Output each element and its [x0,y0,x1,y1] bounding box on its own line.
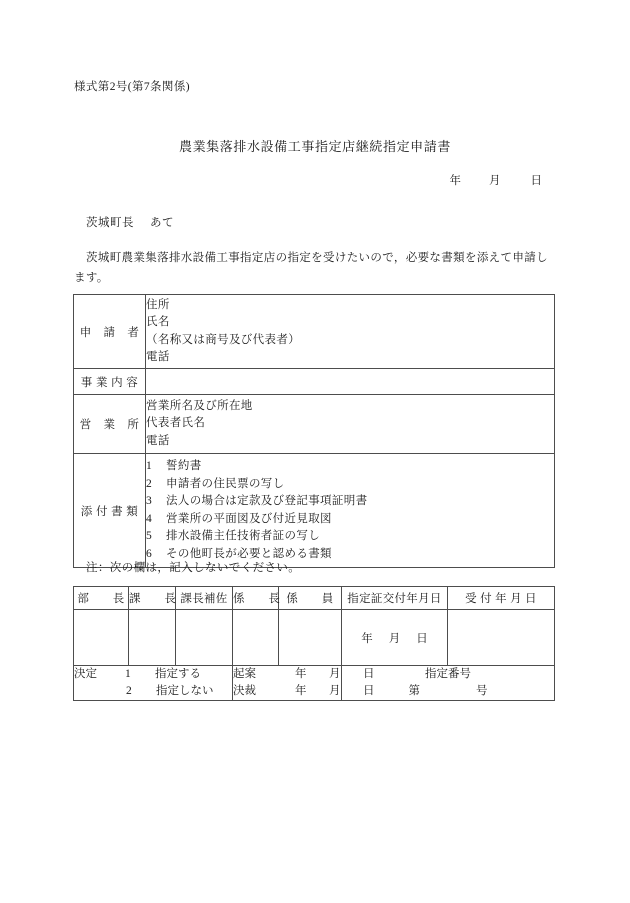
form-number: 様式第2号(第7条関係) [74,81,190,93]
draft-month-label: 月 [329,668,341,680]
row-value-applicant[interactable] [146,295,555,369]
receipt-date-cell[interactable] [448,610,555,666]
body-paragraph: 茨城町農業集落排水設備工事指定店の指定を受けたいので，必要な書類を添えて申請します。 [74,252,548,284]
decision-option-2-text: 指定しない [156,685,214,697]
header-kakaricho: 係 長 [233,587,279,610]
attachment-number: 6 [146,547,153,560]
row-label-attachments: 添 付 書 類 [74,454,146,568]
header-kacho-hosa: 課長補佐 [176,587,233,610]
header-kakariin: 係 員 [279,587,342,610]
table-row-office [74,395,555,454]
office-phone-label: 電話 [146,434,170,447]
official-decision-row [74,666,555,701]
stamp-cell-kakariin[interactable] [279,610,342,666]
draft-approval-cell[interactable] [233,666,375,701]
applicant-entity-label: （名称又は商号及び代表者） [146,333,301,346]
issue-date-month-label: 月 [388,632,401,645]
stamp-cell-kakaricho[interactable] [233,610,279,666]
attachment-item [146,476,554,494]
attachment-text: 営業所の平面図及び付近見取図 [166,512,332,525]
header-receipt-date: 受 付 年 月 日 [448,587,555,610]
designation-number-title: 指定番号 [425,668,471,680]
date-year-label: 年 [449,175,461,187]
attachment-text: 排水設備主任技術者証の写し [166,530,321,542]
attachment-item [146,458,554,476]
approval-year-label: 年 [295,685,307,697]
draft-row [233,666,375,683]
table-row-attachments [74,454,555,568]
header-bucho: 部 長 [74,587,129,610]
applicant-address-label: 住所 [146,298,170,311]
note-text: 注：次の欄は，記入しないでください。 [86,562,301,574]
decision-option-2-number: 2 [126,685,132,697]
approval-row [233,683,375,700]
table-row-applicant [74,295,555,369]
attachment-number: 5 [146,530,153,542]
page-title: 農業集落排水設備工事指定店継続指定申請書 [178,139,451,154]
official-stamp-row [74,610,555,666]
header-kacho: 課 長 [129,587,176,610]
row-value-office[interactable] [146,395,555,454]
office-name-address-label: 営業所名及び所在地 [146,399,253,412]
addressee [86,214,174,230]
decision-option-1-text: 指定する [155,668,201,680]
decision-label: 決定 [74,668,97,680]
approval-month-label: 月 [329,685,341,697]
decision-option-2[interactable] [74,683,232,700]
attachment-text: 法人の場合は定款及び登記事項証明書 [166,495,368,507]
draft-day-label: 日 [363,668,375,680]
applicant-phone-label: 電話 [146,351,170,363]
table-row-business-content [74,369,555,395]
issue-date-year-label: 年 [361,632,373,645]
header-issue-date: 指定証交付年月日 [342,587,448,610]
approval-label: 決裁 [233,685,256,697]
attachment-text: その他町長が必要と認める書類 [166,547,332,560]
application-date-line [0,172,556,188]
stamp-cell-kacho[interactable] [129,610,176,666]
row-value-business-content[interactable] [146,369,555,395]
approval-day-label: 日 [363,685,375,697]
date-month-label: 月 [489,175,501,187]
attachment-item [146,493,554,511]
office-representative-label: 代表者氏名 [146,417,206,430]
attachment-number: 3 [146,495,153,507]
attachment-text: 誓約書 [166,460,202,472]
row-label-business-content: 事 業 内 容 [74,369,146,395]
attachment-text: 申請者の住民票の写し [166,477,285,490]
attachment-number: 2 [146,477,153,490]
stamp-cell-bucho[interactable] [74,610,129,666]
draft-year-label: 年 [295,668,307,680]
official-use-table [73,586,555,701]
applicant-name-label: 氏名 [146,316,170,328]
row-label-office: 営 業 所 [74,395,146,454]
decision-option-1[interactable] [74,668,201,680]
date-day-label: 日 [530,175,542,187]
decision-option-1-number: 1 [125,668,131,680]
decision-cell[interactable] [74,666,233,701]
official-header-row [74,587,555,610]
attachment-item [146,511,554,529]
designation-number-suffix: 号 [476,685,488,697]
stamp-cell-kacho-hosa[interactable] [176,610,233,666]
attachment-number: 4 [146,512,153,525]
issue-date-day-label: 日 [416,632,428,645]
attachment-number: 1 [146,460,153,472]
applicant-table [73,294,555,568]
addressee-suffix: あて [150,217,174,229]
row-label-applicant: 申 請 者 [74,295,146,369]
issue-date-cell[interactable] [342,610,448,666]
row-value-attachments [146,454,555,568]
draft-label: 起案 [233,668,256,680]
designation-number-prefix: 第 [408,685,420,697]
attachment-item [146,528,554,546]
addressee-name: 茨城町長 [86,217,134,229]
